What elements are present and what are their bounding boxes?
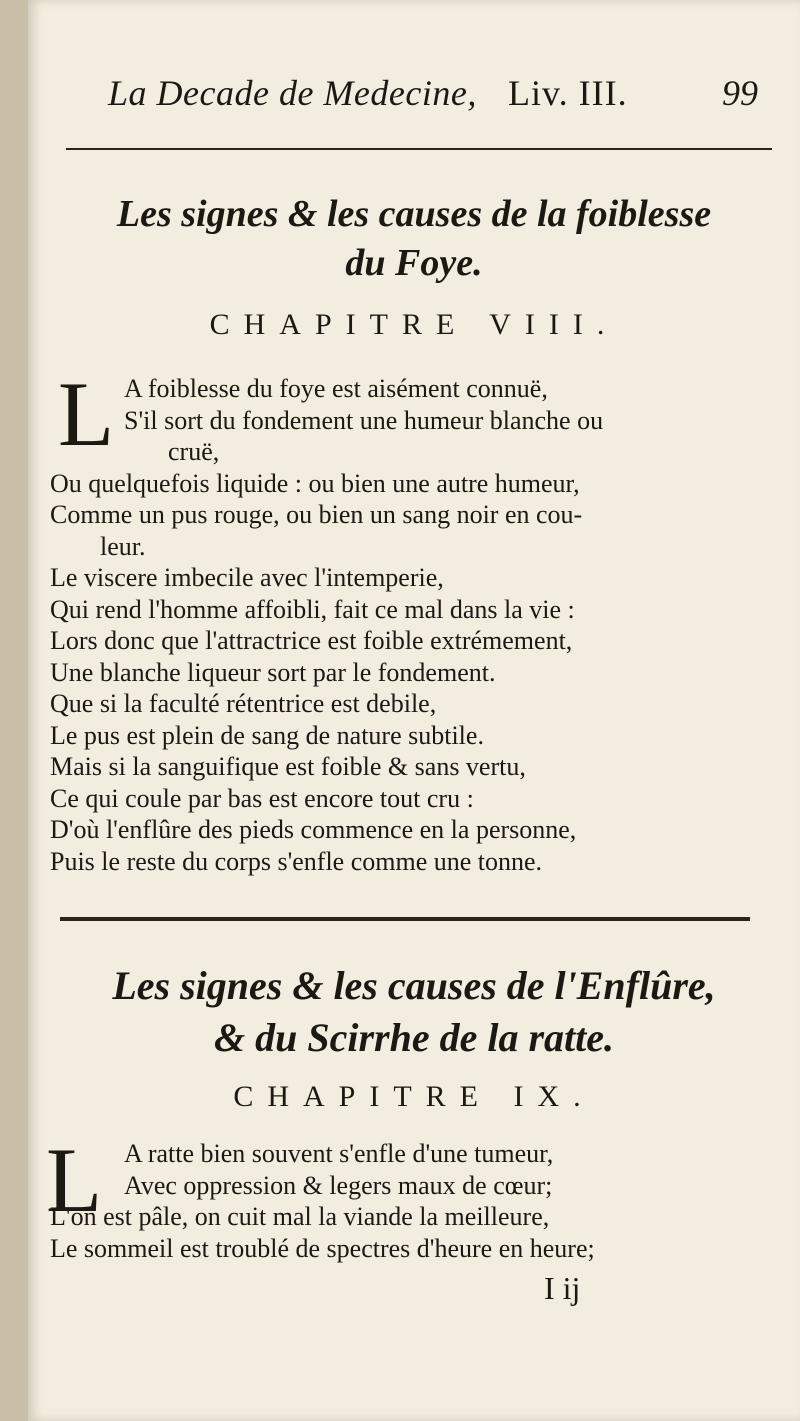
section-heading-spleen	[58, 960, 770, 1064]
verse-line: Puis le reste du corps s'enfle comme une tonne.	[50, 846, 543, 876]
section-heading-liver	[58, 190, 770, 289]
running-head-title: La Decade de Medecine,	[108, 73, 477, 113]
running-head	[108, 72, 758, 122]
verse-line: Ou quelquefois liquide : ou bien une autre humeur,	[50, 468, 580, 498]
verse-line: Avec oppression & legers maux de cœur;	[124, 1170, 553, 1200]
verse-line: S'il sort du fondement une humeur blanche ou	[124, 405, 604, 435]
verse-block-spleen	[50, 1138, 750, 1264]
verse-line: Lors donc que l'attractrice est foible extrémement,	[50, 626, 573, 655]
verse-line: A ratte bien souvent s'enfle d'une tumeur,	[124, 1139, 554, 1168]
running-head-book: Liv. III.	[508, 73, 628, 113]
header-rule	[66, 148, 772, 150]
verse-line: Ce qui coule par bas est encore tout cru :	[50, 783, 474, 813]
verse-line: A foiblesse du foye est aisément connuë,	[124, 374, 548, 403]
heading-line: du Foye.	[345, 242, 483, 285]
verse-block-liver	[50, 373, 750, 877]
heading-line: & du Scirrhe de la ratte.	[213, 1015, 615, 1060]
verse-line: Comme un pus rouge, ou bien un sang noir en cou-	[50, 500, 583, 529]
verse-line: Que si la faculté rétentrice est debile,	[50, 689, 437, 718]
verse-line: Le viscere imbecile avec l'intemperie,	[50, 563, 444, 592]
verse-line: L'on est pâle, on cuit mal la viande la meilleure,	[50, 1202, 550, 1231]
page-number: 99	[722, 73, 758, 113]
verse-line: Une blanche liqueur sort par le fondement.	[50, 657, 496, 687]
drop-cap: L	[58, 363, 115, 465]
verse-line: cruë,	[168, 437, 220, 466]
chapter-title-ix: CHAPITRE IX.	[233, 1080, 595, 1113]
chapter-title-viii: CHAPITRE VIII.	[209, 308, 619, 341]
heading-line: Les signes & les causes de la foiblesse	[116, 193, 712, 235]
verse-line: Qui rend l'homme affoibli, fait ce mal dans la vie :	[50, 594, 575, 624]
verse-line: Mais si la sanguifique est foible & sans vertu,	[50, 752, 526, 781]
verse-line: D'où l'enflûre des pieds commence en la personne,	[50, 815, 577, 844]
signature-mark: I ij	[544, 1270, 581, 1306]
verse-line: Le pus est plein de sang de nature subtile.	[50, 720, 484, 750]
heading-line: Les signes & les causes de l'Enflûre,	[112, 963, 716, 1008]
book-page	[28, 0, 800, 1421]
verse-line: Le sommeil est troublé de spectres d'heure en heure;	[50, 1233, 595, 1263]
verse-line: leur.	[100, 531, 146, 561]
section-divider-rule	[60, 917, 750, 921]
drop-cap: L	[46, 1129, 103, 1231]
